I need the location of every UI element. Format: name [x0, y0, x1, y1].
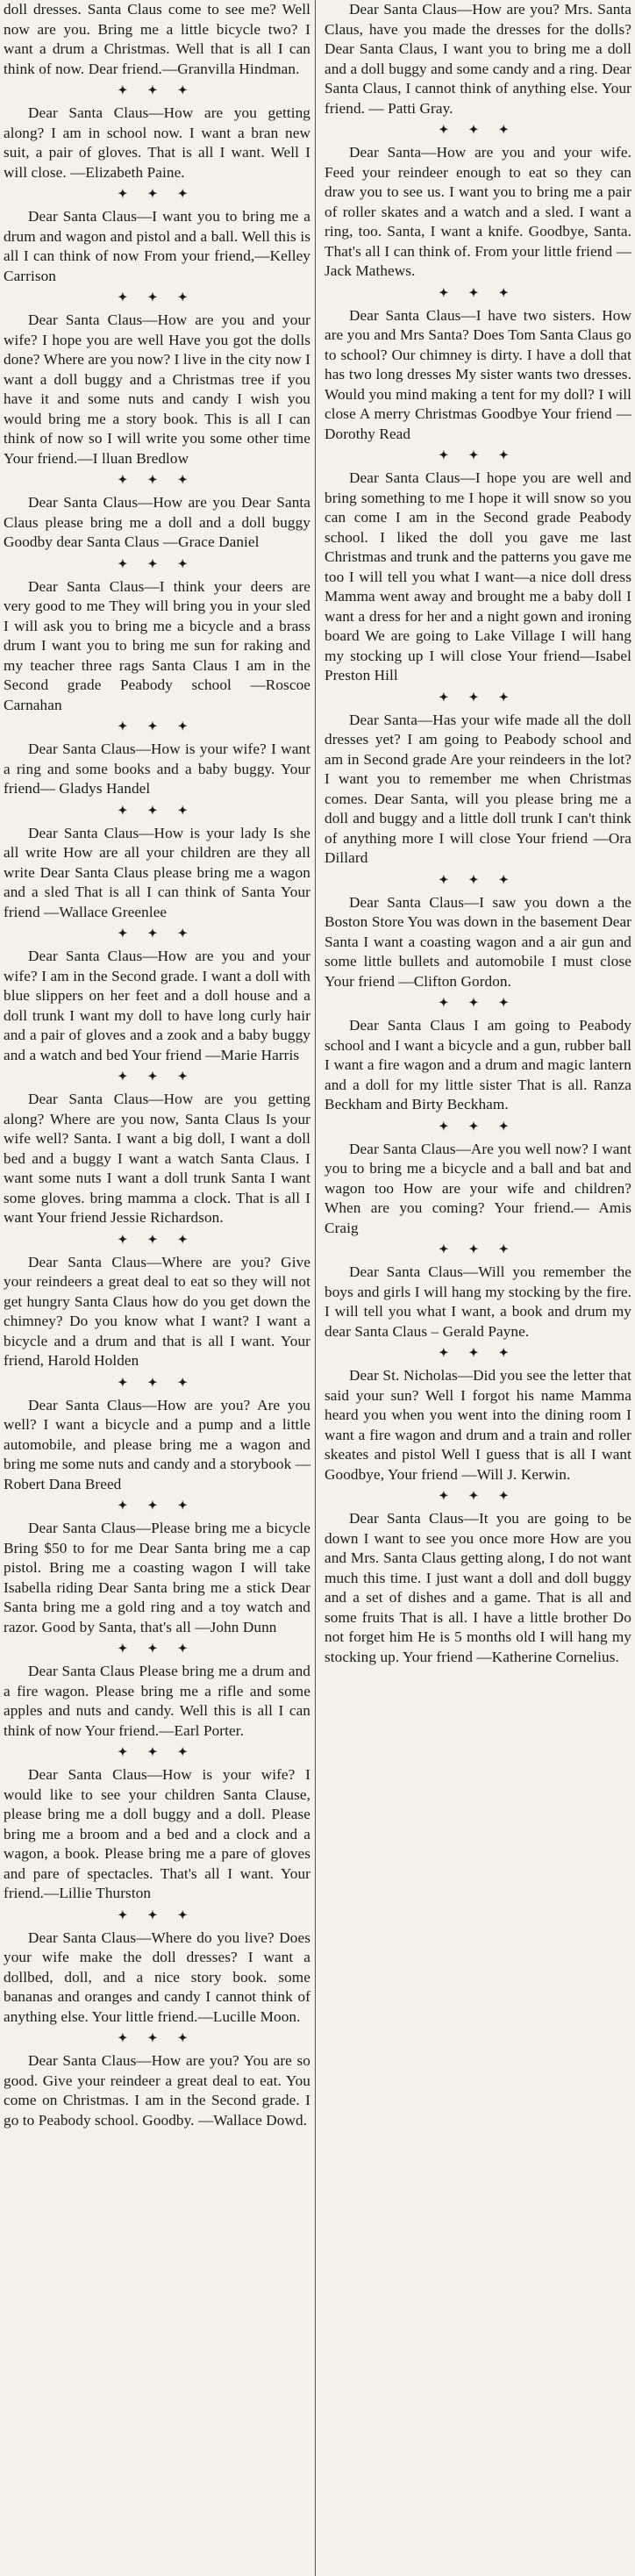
letter-separator: ✦ ✦ ✦ — [118, 1070, 196, 1083]
santa-letter: doll dresses. Santa Claus come to see me? Well now are you. Bring me a little bicycle two? I want a drum a Christmas. Well that is all I can think of now. Dear friend.—Granvilla Hindman. — [4, 1, 310, 77]
letter-separator: ✦ ✦ ✦ — [118, 1232, 196, 1246]
santa-letter: Dear Santa—Has your wife made all the doll dresses yet? I am going to Peabody school and am in Second grade Are your reindeers in the lot? I want you to remember me when Christmas comes. Dear Santa, will you please bring me a doll and buggy and a little doll trunk I can't think of anything more I will close Your friend —Ora Dillard — [325, 711, 631, 866]
santa-letter: Dear Santa Claus—I saw you down a the Boston Store You was down in the basement Dear Santa I want a coasting wagon and a air gun and some little bullets and automobile I must close Your friend —Clifton Gordon. — [325, 893, 631, 990]
santa-letter: Dear Santa Claus—Please bring me a bicycle Bring $50 to for me Dear Santa bring me a cap pistol. Bring me a coasting wagon I will take Isabella riding Dear Santa bring me a stick Dear Santa bring me a gold ring and a toy watch and razor. Good by Santa, that's all —John Dunn — [4, 1520, 310, 1635]
santa-letter: Dear Santa Claus—How are you? You are so good. Give your reindeer a great deal to eat. You come on Christmas. I am in the Second grade. I go to Peabody school. Goodby. —Wallace Dowd. — [4, 2052, 310, 2129]
letter-separator: ✦ ✦ ✦ — [118, 803, 196, 817]
santa-letter: Dear Santa Claus—It you are going to be down I want to see you once more How are you and Mrs. Santa Claus getting along, I do not want much this time. I just want a doll and doll buggy and a set of dishes and a game. That is all and some fruits That is all. I have a little brother Do not forget him He is 5 months old I will hang my stocking up. Your friend —Katherine Cornelius. — [325, 1510, 631, 1665]
letter-separator: ✦ ✦ ✦ — [118, 927, 196, 940]
santa-letter: Dear Santa Claus—How are you? Are you well? I want a bicycle and a pump and a little automobile, and please bring me a wagon and bring me some nuts and candy and a storybook —Robert Dana Breed — [4, 1396, 310, 1492]
santa-letter: Dear Santa Claus—How are you getting along? Where are you now, Santa Claus Is your wife well? Santa. I want a big doll, I want a doll bed and a buggy I want a watch Santa Claus. I want some nuts I want a doll trunk Santa I want some gloves. bring mamma a clock. That is all I want Your friend Jessie Richardson. — [4, 1091, 310, 1226]
letter-separator: ✦ ✦ ✦ — [439, 1489, 517, 1502]
santa-letter: Dear St. Nicholas—Did you see the letter that said your sun? Well I forgot his name Mamma heard you when you went into the dining room I want a fire wagon and drum and a train and roller skeates and pistol Well I guess that is all I want Goodbye, Your friend —Will J. Kerwin. — [325, 1367, 631, 1483]
letter-separator: ✦ ✦ ✦ — [118, 473, 196, 486]
column-divider — [315, 0, 316, 2576]
santa-letter: Dear Santa Claus—Will you remember the boys and girls I will hang my stocking by the fire. I will tell you what I want, a book and drum my dear Santa Claus – Gerald Payne. — [325, 1263, 631, 1340]
santa-letter: Dear Santa Claus—Are you well now? I want you to bring me a bicycle and a ball and bat and wagon too How are your wife and children? When are you coming? Your friend.— Amis Craig — [325, 1140, 631, 1236]
letter-separator: ✦ ✦ ✦ — [439, 285, 517, 299]
santa-letter: Dear Santa Claus—How are you getting along? I am in school now. I want a bran new suit, a pair of gloves. That is all I want. Well I will close. —Elizabeth Paine. — [4, 104, 310, 181]
santa-letter: Dear Santa Claus—How are you? Mrs. Santa Claus, have you made the dresses for the dolls? Dear Santa Claus, I want you to bring me a doll and a doll buggy and some candy and a ring. Dear Santa Claus, I cannot think of anything else. Your friend. — Patti Gray. — [325, 1, 631, 117]
letter-separator: ✦ ✦ ✦ — [118, 719, 196, 733]
letter-separator: ✦ ✦ ✦ — [439, 1119, 517, 1133]
letter-separator: ✦ ✦ ✦ — [439, 1346, 517, 1359]
santa-letter: Dear Santa Claus—I have two sisters. How are you and Mrs Santa? Does Tom Santa Claus go to school? Our chimney is dirty. I have a doll that has two long dresses My sister wants two dresses. Would you mind making a tent for my doll? I will close A merry Christmas Goodbye Your friend —Dorothy Read — [325, 306, 631, 442]
left-column — [4, 0, 310, 2130]
santa-letter: Dear Santa Claus—How is your lady Is she all write How are all your children are they all write Dear Santa Claus please bring me a wagon and a sled That is all I can think of Santa Your friend —Wallace Greenlee — [4, 824, 310, 920]
letter-separator: ✦ ✦ ✦ — [118, 1745, 196, 1758]
santa-letter: Dear Santa—How are you and your wife. Feed your reindeer enough to eat so they can draw you to see us. I want you to bring me a pair of roller skates and a watch and a sled. I want a ring, too. Santa, I want a knife. Goodbye, Santa. That's all I can think of. From your little friend —Jack Mathews. — [325, 144, 631, 279]
letter-separator: ✦ ✦ ✦ — [439, 996, 517, 1009]
santa-letter: Dear Santa Claus I am going to Peabody school and I want a bicycle and a gun, rubber ball I want a fire wagon and a drum and magic lantern and a doll for my little sister That is all. Ranza Beckham and Birty Beckham. — [325, 1017, 631, 1113]
letter-separator: ✦ ✦ ✦ — [118, 187, 196, 200]
letter-separator: ✦ ✦ ✦ — [439, 690, 517, 704]
letter-separator: ✦ ✦ ✦ — [439, 872, 517, 886]
letter-separator: ✦ ✦ ✦ — [118, 1375, 196, 1389]
letter-separator: ✦ ✦ ✦ — [118, 556, 196, 570]
santa-letter: Dear Santa Claus—How are you and your wife? I am in the Second grade. I want a doll with blue slippers on her feet and a doll house and a doll trunk I want my doll to have long curly hair and a pair of gloves and a zook and a baby buggy and a watch and bed Your friend —Marie Harris — [4, 948, 310, 1063]
letter-separator: ✦ ✦ ✦ — [118, 290, 196, 304]
letter-separator: ✦ ✦ ✦ — [118, 1642, 196, 1655]
right-column — [325, 0, 631, 1667]
santa-letter: Dear Santa Claus—Where are you? Give your reindeers a great deal to eat so they will not get hungry Santa Claus how do you get down the chimney? Do you know what I want? I want a bicycle and a drum and that is all I want. Your friend, Harold Holden — [4, 1253, 310, 1369]
santa-letter: Dear Santa Claus—I want you to bring me a drum and wagon and pistol and a ball. Well this is all I can think of now From your friend,—Kelley Carrison — [4, 208, 310, 284]
letter-separator: ✦ ✦ ✦ — [118, 2031, 196, 2044]
santa-letter: Dear Santa Claus Please bring me a drum and a fire wagon. Please bring me a rifle and some apples and nuts and candy. Well this is all I can think of now Your friend.—Earl Porter. — [4, 1663, 310, 1739]
santa-letter: Dear Santa Claus—Where do you live? Does your wife make the doll dresses? I want a dollbed, doll, and a nice story book. some bananas and oranges and candy I cannot think of anything else. Your little friend.—Lucille Moon. — [4, 1928, 310, 2025]
santa-letter: Dear Santa Claus—How are you Dear Santa Claus please bring me a doll and a doll buggy Goodby dear Santa Claus —Grace Daniel — [4, 494, 310, 550]
letter-separator: ✦ ✦ ✦ — [439, 448, 517, 462]
letter-separator: ✦ ✦ ✦ — [439, 1242, 517, 1256]
santa-letter: Dear Santa Claus—How is your wife? I want a ring and some books and a baby buggy. Your friend— Gladys Handel — [4, 741, 310, 797]
santa-letter: Dear Santa Claus—I think your deers are very good to me They will bring you in your sled I will ask you to bring me a bicycle and a brass drum I want you to bring me sun for raking and my teacher three rags Santa Claus I am in the Second grade Peabody school —Roscoe Carnahan — [4, 577, 310, 713]
letter-separator: ✦ ✦ ✦ — [118, 1907, 196, 1921]
letter-separator: ✦ ✦ ✦ — [118, 83, 196, 97]
santa-letter: Dear Santa Claus—How is your wife? I would like to see your children Santa Clause, please bring me a doll buggy and a doll. Please bring me a broom and a bed and a clock and a wagon, a book. Please bring me a pare of gloves and pare of spectacles. That's all I want. Your friend.—Lillie Thurston — [4, 1766, 310, 1901]
letter-separator: ✦ ✦ ✦ — [439, 123, 517, 136]
letter-separator: ✦ ✦ ✦ — [118, 1499, 196, 1512]
santa-letter: Dear Santa Claus—How are you and your wife? I hope you are well Have you got the dolls done? Where are you now? I live in the city now I want a doll buggy and a Christmas tree if you have it and some nuts and candy I wish you would bring me a story book. This is all I can think of now so I will write you some other time Your friend.—I lluan Bredlow — [4, 311, 310, 467]
santa-letter: Dear Santa Claus—I hope you are well and bring something to me I hope it will snow so you can come I am in the Second grade Peabody school. I liked the doll you gave me last Christmas and trunk and the patterns you gave me too I will tell you what I want—a nice doll dress Mamma went away and brought me a baby doll I want a dress for her and a night gown and ironing board We are going to Lake Village I will hang my stocking up I will close Your friend—Isabel Preston Hill — [325, 469, 631, 683]
